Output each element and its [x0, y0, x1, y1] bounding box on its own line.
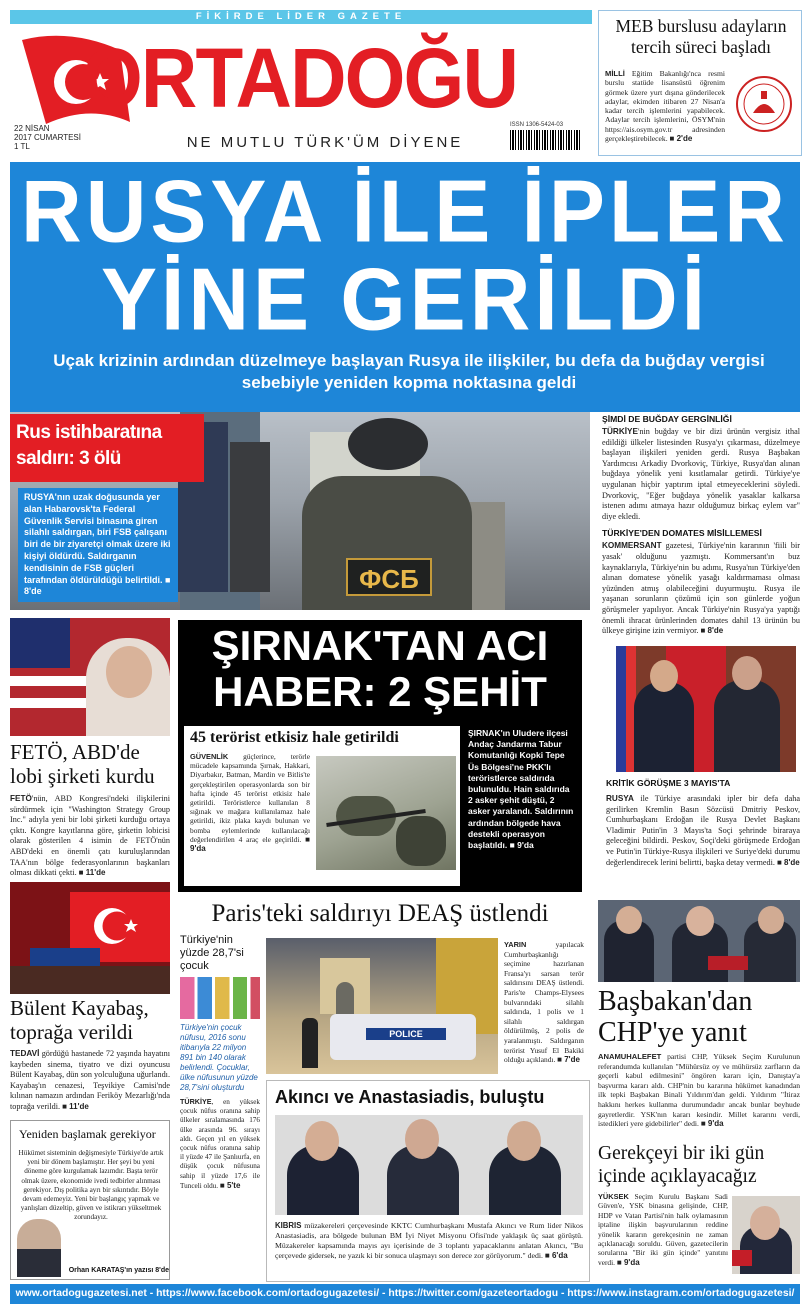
ysk-photo: [732, 1196, 800, 1274]
ysk-ref: 9'da: [623, 1257, 640, 1267]
poverty-title: Türkiye'nin yüzde 28,7'si çocuk: [180, 934, 244, 972]
feto-body: FETÖ'nün, ABD Kongresi'ndeki ilişkilerini sürdürmek için "Washington Strategy Group Inc." adıyla yeni bir lobi şirketi kurduğu ortaya çıktı. Kongre kayıtlarına göre, şirketin lobicisi olarak gösterilen 4 isimin de FETÖ'nün ABD'deki en önemli çatı kuruluşlarından TAA'nın bölge federasyonlarının başkanları olması dikkati çekti. ■ 11'de: [10, 794, 170, 878]
meb-lead: MİLLİ: [605, 69, 625, 78]
pm-headline: Başbakan'dan CHP'ye yanıt: [598, 986, 753, 1048]
wheat-ref: 8'de: [707, 626, 724, 636]
column-body: Hükümet sisteminin değişmesiyle Türkiye'de artık yeni bir dönem başlamıştır. Her şeyi bu yeni döneme göre kurgulamak lazımdır. Başta terör olmak üzere, ekonomide ivedi tedbirler alınması gerekiyor. Dış politika ayrı bir sıkıntıdır. Böyle devam edemeyiz. Yeni bir başlangıç yapmak ve yanlışları düzeltip, güven ve istikrarı yükseltmek zorundayız.: [18, 1149, 164, 1222]
meb-body: MİLLİ Eğitim Bakanlığı'nca resmi burslu statüde lisansüstü öğrenim görmek üzere yurt dışına gönderilecek adaylar, ekimden itibaren 27 Nisan'a kadar tercih işlemlerini yapabilecek. Adaylar tercih işlemlerini, ÖSYM'nin https://ais.osym.gov.tr adresinden gerçekleştirebilecek. ■ 2'de: [605, 69, 725, 144]
wheat-p1: TÜRKİYE'nin buğday ve bir dizi ürünün vergisiz ithal edildiği ülkeler listesinden Rusya'yı çıkarması, düzelmeye başlayan ilişkileri yeniden gerdi. Rusya Başbakan Yardımcısı Arkadiy Dvorkoviç, Türkiye, Rusya'dan alınan buğdaya yönelik yeni kısıtlamalar getirdi. Türkiye'ye uygulanan hiçbir yaptırım iptal etmeyeceklerini söyledi. Dvorkoviç, "Eğer buğdaya yönelik yasaklar kalkarsa istenen adımı atmaya hazır olduğumuz birkaç eylem var" diye ekledi.: [602, 427, 800, 521]
meb-text: Eğitim Bakanlığı'nca resmi burslu statüde lisansüstü öğrenim görmek üzere yurt dışına gönderilecek adaylar, ekimden itibaren 27 Nisan'a kadar tercih işlemlerini yapabilecek. Adaylar tercih işlemlerini, ÖSYM'nin https://ais.osym.gov.tr adresinden gerçekleştirebilecek.: [605, 69, 725, 144]
rus-body: RUSYA'nın uzak doğusunda yer alan Habarovsk'ta Federal Güvenlik Servisi binasına giren silahlı saldırgan, biri FSB çalışanı biri de bir ziyaretçi olmak üzere iki kişiyi öldürdü. Saldırganın kendisinin de FSB güçleri tarafından öldürüldüğü belirtildi. ■ 8'de: [18, 488, 178, 602]
pm-photo: [598, 900, 800, 982]
author-photo: [17, 1219, 61, 1277]
poverty-body: TÜRKİYE, en yüksek çocuk nüfus oranına sahip ülkeler sıralamasında 176 ülke arasında 96. sırayı aldı. Geçen yıl en yüksek çocuk nüfus oranına sahip il yüzde 47 ile Şanlıurfa, en düşük çocuk nüfusuna sahip il yüzde 17,6 ile Tunceli oldu. ■ 5'te: [180, 1097, 260, 1190]
cyprus-ref: 6'da: [551, 1251, 568, 1260]
main-headline-block: [10, 162, 800, 412]
rus-title-1: Rus istihbaratına: [16, 422, 162, 443]
kayabas-body: TEDAVİ gördüğü hastanede 72 yaşında hayatını kaybeden sinema, tiyatro ve dizi oyuncusu Bülent Kayabaş, dün son yolculuğuna uğurlandı. Kayabaş'ın cenazesi, Teşvikiye Camisi'nde kılınan namazın ardından Feriköy Mezarlığı'nda toprağa verildi. ■ 11'de: [10, 1049, 170, 1111]
tagline-bar: [10, 10, 592, 24]
kayabas-photo: [10, 882, 170, 994]
motto: NE MUTLU TÜRK'ÜM DİYENE: [186, 134, 464, 151]
main-headline-1: RUSYA İLE İPLER: [21, 161, 789, 261]
kayabas-headline: Bülent Kayabaş, toprağa verildi: [10, 996, 149, 1044]
fsb-vest-text: ФСБ: [346, 558, 432, 596]
ysk-headline: Gerekçeyi bir iki gün içinde açıklayacağız: [598, 1143, 765, 1187]
summit-ref: 8'de: [784, 857, 800, 867]
feto-ref: 11'de: [85, 868, 106, 878]
cyprus-headline: Akıncı ve Anastasiadis, buluştu: [275, 1087, 545, 1107]
summit-photo: [606, 646, 796, 772]
feto-photo: [10, 618, 170, 736]
main-subhead: Uçak krizinin ardından düzelmeye başlayan Rusya ile ilişkiler, bu defa da buğday vergisi sebebiyle yeniden kopma noktasına geldi: [53, 351, 765, 392]
kayabas-ref: 11'de: [69, 1101, 89, 1111]
beret: [348, 418, 428, 470]
pm-ref: 9'da: [707, 1119, 724, 1129]
issue-date: 22 NİSAN 2017 CUMARTESİ 1 TL: [14, 124, 81, 151]
police-label: POLICE: [366, 1028, 446, 1040]
cyprus-block: [266, 1080, 590, 1282]
meb-box: [598, 10, 802, 156]
sirnak-block: [178, 620, 582, 892]
column-box: [10, 1120, 170, 1280]
sirnak-headline-1: ŞIRNAK'TAN ACI: [211, 622, 549, 669]
paris-ref: 7'de: [564, 1055, 580, 1065]
meb-headline: MEB burslusu adayların tercih süreci başladı: [615, 16, 787, 57]
summit-body: RUSYA ile Türkiye arasındaki ipler bir defa daha gerilirken Kremlin Basın Sözcüsü Dmitriy Peskov, Cumhurbaşkanı Erdoğan ile Rusya Devlet Başkanı Vladimir Putin'in 3 Mayıs'ta Soçi şehrinde biraraya geleceğini bildirdi. Peskov, Soçi'deki görüşmede Erdoğan ve Putin'in Türkiye-Rusya ilişkileri ve Suriye'deki durumu değerlendirecek lerini belirtti, başka detay vermedi. ■ 8'de: [606, 794, 800, 867]
masthead: [10, 10, 592, 158]
meb-ref: 2'de: [676, 134, 693, 144]
cyprus-body: KIBRIS müzakereleri çerçevesinde KKTC Cumhurbaşkanı Mustafa Akıncı ve Rum lider Nikos Anastasiadis, ara bölgede bulunan BM İyi Niyet Misyonu Ofisi'nde yaklaşık üç saat görüştü. Müzakereler kapsamında mayıs ayı içerisinde de 3 toplantı yapacaklarını anlatan Akıncı, "Bu çerçevede gidersek, ne yazık ki bir sonuca ulaşmayı son derece zor görüyorum." dedi. ■ 6'da: [275, 1221, 583, 1260]
sirnak-ref: 9'da: [190, 844, 206, 854]
poverty-ref: 5'te: [226, 1180, 241, 1190]
sirnak-headline-2: HABER: 2 ŞEHİT: [213, 668, 547, 715]
poverty-box: [180, 934, 260, 1191]
summit-text: [606, 778, 800, 868]
paris-photo: [266, 938, 498, 1074]
rus-title-2: saldırı: 3 ölü: [16, 448, 121, 469]
wheat-column: [602, 414, 800, 644]
wheat-h1: ŞİMDİ DE BUĞDAY GERGİNLİĞİ: [602, 414, 732, 424]
wheat-h2: TÜRKİYE'DEN DOMATES MİSİLLEMESİ: [602, 528, 762, 539]
rus-title-box: [10, 414, 204, 482]
rus-ref: 8'de: [24, 586, 42, 597]
logo: ORTADOĞU: [82, 31, 518, 125]
cyprus-photo: [275, 1115, 583, 1215]
main-headline-2: YİNE GERİLDİ: [100, 249, 710, 349]
sirnak-sub: 45 terörist etkisiz hale getirildi: [190, 729, 399, 746]
footer-bar: [10, 1284, 800, 1304]
barcode-icon: [510, 130, 580, 150]
sirnak-inner: [184, 726, 460, 886]
tagline: FİKİRDE LİDER GAZETE: [195, 11, 407, 22]
meb-seal-icon: [735, 75, 793, 133]
pm-body: ANAMUHALEFET partisi CHP, Yüksek Seçim Kurulunun referandumda kullanılan "Mühürsüz oy ve mühürsüz zarfların da geçerli kabul edilmesini" öngören kararı için, Danıştay'a başvurma kararı aldı. CHP'nin bu kararına hükümet kanadından ilk tepki Başbakan Binali Yıldırım'dan geldi. Yıldırım "İtiraz hakkını herkes kullanma durumundadır ancak bunlar beyhude gayretlerdir. YSK'nın kararı kesindir. Millet kararını verdi, istedikleri yere gidebilirler" dedi. ■ 9'da: [598, 1052, 800, 1129]
sirnak-side-ref: 9'da: [517, 840, 534, 851]
paris-body: YARIN yapılacak Cumhurbaşkanlığı seçimine hazırlanan Fransa'yı sarsan terör saldırısını DEAŞ üstlendi. Paris'te Champs-Elysees bulvarındaki silahlı saldırıda, 1 polis ve 1 silahlı saldırgan öldürülmüş, 2 polis de yaralanmıştı. Saldırganın terörist Yusuf El Bakiki olduğu açıklandı. ■ 7'de: [504, 940, 584, 1065]
children-icons: [180, 977, 260, 1019]
sirnak-body: GÜVENLİK güçlerince, terörle mücadele kapsamında Şırnak, Hakkari, Diyarbakır, Batman, Mardin ve Bitlis'te gerçekleştirilen operasyonlarda son bir hafta içinde 45 terörist etkisiz hale getirildi. Teröristlerce kullanılan 8 sığınak ve mağara kullanılamaz hale getirildi, ikiz plaka kaydı bulunan ve bomba eylemlerinde kullanılacağı değerlendirilen 4 araç ele geçirildi. ■ 9'da: [190, 752, 310, 854]
summit-h: KRİTİK GÖRÜŞME 3 MAYIS'TA: [606, 778, 731, 788]
column-title: Yeniden başlamak gerekiyor: [19, 1127, 156, 1141]
feto-headline: FETÖ, ABD'de lobi şirketi kurdu: [10, 740, 155, 788]
footer-links: www.ortadogugazetesi.net - https://www.facebook.com/ortadogugazetesi/ - https://twitter.com/gazeteortadogu - https://www.instagram.com/ortadogugazetesi/: [15, 1288, 795, 1299]
issn: ISSN 1306-5424-03: [510, 122, 564, 128]
column-byline: Orhan KARATAŞ'ın yazısı 8'de: [68, 1267, 169, 1274]
paris-headline: Paris'teki saldırıyı DEAŞ üstlendi: [211, 900, 549, 927]
poverty-italic: Türkiye'nin çocuk nüfusu, 2016 sonu itibarıyla 22 milyon 891 bin 140 olarak belirlendi. Çocuklar, ülke nüfusunun yüzde 28,7'sini oluşturdu: [180, 1023, 258, 1092]
wheat-p2: KOMMERSANT gazetesi, Türkiye'nin kararının 'fiili bir yasak' olduğunu yazmıştı. Kommersant'ın buz kaynaklarıyla, Türkiye'nin bu adımı, Rusya'nın Türkiye'den alınan domatese yönelik yasağı kaldırmaması olması yüzünden atmış olabileceğini duyurmuştu. Rusya ile yaşanan sorunların çözümü için son günlerde yoğun görüşmeler yapılıyor. Ancak Türkiye'nin Rusya'ya yaptığı önemli ihracat ürünlerinden domates dahil 13 ürünün bu ülkeye girişine izin vermiyor. ■ 8'de: [602, 541, 800, 636]
ysk-body: YÜKSEK Seçim Kurulu Başkanı Sadi Güven'e, YSK binasına gelişinde, CHP, HDP ve Vatan Partisi'nin halk oylamasının iptaline ilişkin başvurularının reddine yönelik kararın gerekçesinin ne zaman açıklanacağı soruldu. Güven, gazetecilerin sorularına "Bir iki gün içinde" yanıtını verdi. ■ 9'da: [598, 1192, 728, 1267]
sirnak-side: ŞIRNAK'ın Uludere ilçesi Andaç Jandarma Tabur Komutanlığı Kopki Tepe Üs Bölgesi'ne PKK'lı teröristlerce saldırıda bulunuldu. Hain saldırıda 2 asker şehit düştü, 2 asker yaralandı. Saldırının ardından bölgede hava destekli operasyon başlatıldı. ■ 9'da: [468, 728, 574, 851]
soldiers-photo: [316, 756, 456, 870]
crescent-star-icon: [86, 898, 146, 954]
